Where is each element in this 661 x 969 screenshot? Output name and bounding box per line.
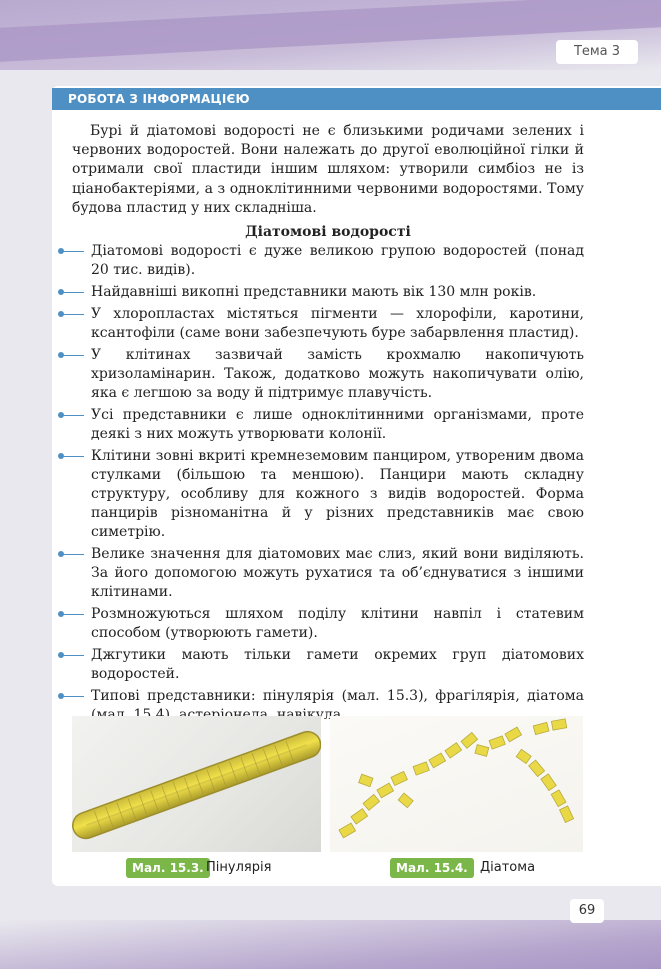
- list-item: [0, 346, 584, 404]
- figure-2-label: Мал. 15.4.: [390, 858, 474, 878]
- bullet-line: [60, 655, 84, 656]
- list-item: [0, 305, 584, 343]
- bullet-line: [60, 456, 84, 457]
- intro-paragraph: Бурі й діатомові водорості не є близькими родичами зелених і червоних водоростей. Вони належать до другої еволюційної гілки й отримали свої пластиди іншим шляхом: утворили симбіоз не із ціанобактеріями, а з одноклітинними червоними водоростями. Тому будова пластид у них складніша.: [72, 123, 584, 216]
- figure-1-label: Мал. 15.3.: [126, 858, 210, 878]
- list-item-text: Велике значення для діатомових має слиз, який вони виділяють. За його допомогою можуть рухатися та об’єднуватися з іншими клітинами.: [91, 546, 584, 601]
- bottom-decorative-band: [0, 920, 661, 969]
- list-item: [0, 646, 584, 684]
- list-item-text: Джгутики мають тільки гамети окремих груп діатомових водоростей.: [91, 647, 584, 683]
- list-item-text: У клітинах зазвичай замість крохмалю накопичують хризоламінарин. Також, додатково можуть накопичувати олію, яка є легшою за воду й підтримує плавучість.: [91, 346, 584, 401]
- pinnularia-image: [72, 716, 321, 852]
- list-item: [0, 447, 584, 543]
- diatoma-image: [330, 716, 583, 852]
- list-item: [0, 242, 584, 280]
- list-item-text: Діатомові водорості є дуже великою групою водоростей (понад 20 тис. видів).: [91, 243, 584, 279]
- figure-1-caption: Пінулярія: [206, 860, 272, 875]
- list-item: [0, 605, 584, 643]
- list-item-text: Клітини зовні вкриті кремнеземовим панциром, утвореним двома стулками (більшою та меншою). Панцири мають складну структуру, особливу для кожного з видів водоростей. Форма панцирів різноманітна й у різних представників має свою симетрію.: [91, 447, 584, 541]
- bullet-line: [60, 614, 84, 615]
- list-item: [0, 406, 584, 444]
- bullet-line: [60, 314, 84, 315]
- section-header-title: РОБОТА З ІНФОРМАЦІЄЮ: [68, 92, 250, 106]
- bullet-line: [60, 415, 84, 416]
- list-item-text: Типові представники: пінулярія (мал. 15.3), фрагілярія, діатома: [91, 687, 584, 704]
- topic-label: Тема 3: [556, 40, 638, 64]
- list-item-text: Найдавніші викопні представники мають вік 130 млн років.: [91, 283, 537, 300]
- bullet-line: [60, 554, 84, 555]
- bullet-line: [60, 355, 84, 356]
- list-item: [0, 545, 584, 603]
- subsection-title: Діатомові водорості: [245, 224, 411, 240]
- list-item-text: Розмножуються шляхом поділу клітини навпіл і статевим способом (утворюють гамети).: [91, 606, 584, 642]
- list-item-text: У хлоропластах містяться пігменти — хлорофіли, каротини, ксантофіли (саме вони забезпечують буре забарвлення пластид).: [91, 305, 584, 341]
- bullet-line: [60, 292, 84, 293]
- facts-list: [0, 242, 600, 728]
- page-number: 69: [570, 899, 604, 923]
- pinnularia-illustration: [72, 716, 321, 852]
- list-item-text: Усі представники є лише одноклітинними організмами, проте деякі з них можуть утворювати колонії.: [91, 406, 584, 442]
- bullet-line: [60, 251, 84, 252]
- list-item: [0, 283, 584, 302]
- bullet-line: [60, 696, 84, 697]
- figure-2-caption: Діатома: [480, 860, 536, 875]
- diatoma-illustration: [330, 716, 583, 852]
